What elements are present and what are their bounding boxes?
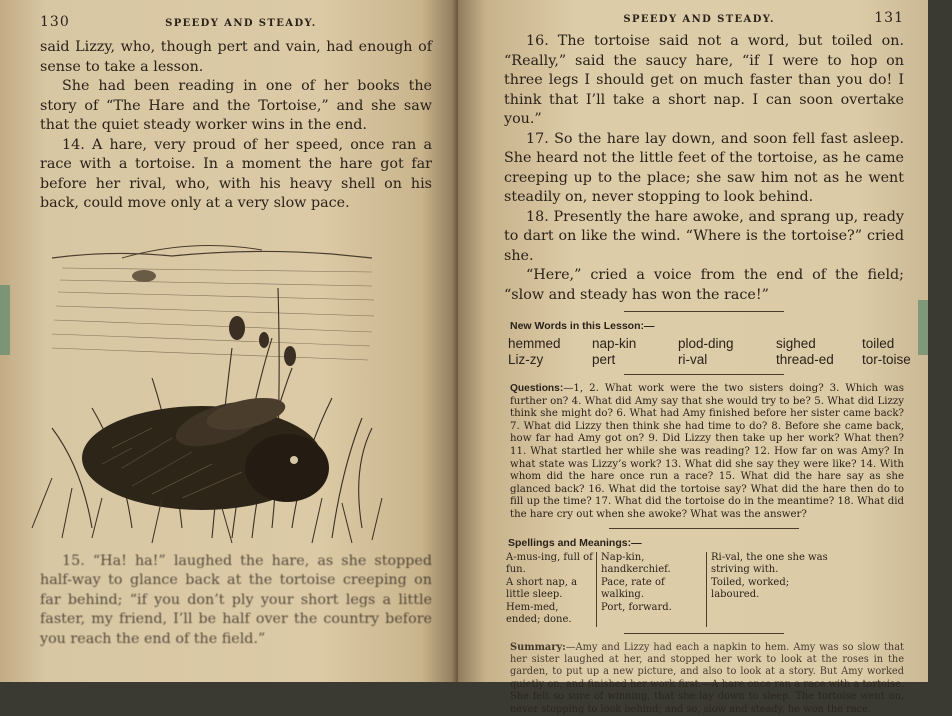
paragraph: 17. So the hare lay down, and soon fell fast asleep. She heard not the little feet of the tortoise, as he came creeping up to the place; she saw him not as he went steadily on, never stopping to look behind. <box>504 130 904 205</box>
spelling-entry: Toiled, worked; laboured. <box>711 576 790 601</box>
paragraph: 16. The tortoise said not a word, but toiled on. “Really,” said the saucy hare, “if I were to hop on three legs I should get on much faster than you do! I think that I’ll take a short nap. I can soon overtake you.” <box>504 33 904 127</box>
questions-text: —1, 2. What work were the two sisters doing? 3. Which was further on? 4. What did Amy say that she would try to be? 5. What did Lizzy think she might do? 6. What had Amy finished before her sister came back? 7. What did Lizzy then think she had time to do? 8. Before she came back, how far had Amy got on? 9. Did Lizzy then take up her work? What then? 11. What startled her while she was reading? 12. How far on was Amy? In what state was Lizzy’s work? 13. What did she say they were like? 14. With whom did the hare once run a race? 15. What did the hare say as she glanced back? 16. What did the tortoise say? What did the hare then do to fill up the time? 17. What did the tortoise do in the meantime? 18. What did the hare cry out when she awoke? What was the answer? <box>510 383 904 520</box>
spellings-column <box>596 552 706 627</box>
paragraph: 14. A hare, very proud of her speed, once ran a race with a tortoise. In a moment the hare got far before her rival, who, with his heavy shell on his back, could move only at a very slow pace. <box>40 136 432 211</box>
page-tab <box>0 285 10 355</box>
summary <box>510 642 904 716</box>
page-tab <box>918 300 928 355</box>
new-word: ri-val <box>678 352 708 367</box>
divider <box>624 633 784 634</box>
spellings-column <box>706 552 832 627</box>
spelling-entry: Nap-kin, handkerchief. <box>601 551 671 576</box>
summary-text: —Amy and Lizzy had each a napkin to hem. Amy was so slow that her sister laughed at her, and stopped her work to look at the roses in the garden, to put up a new picture, and also to look at a story. But Amy worked quietly on, and finished her work first.—A hare once ran a race with a tortoise. She felt so sure of winning, that she lay down to sleep. The tortoise went on, never stopping to look behind; and so, slow and steady, he won the race. <box>510 641 904 715</box>
spellings-table <box>506 552 904 627</box>
new-word: nap-kin <box>592 336 637 351</box>
questions <box>510 383 904 522</box>
new-word: Liz-zy <box>508 352 544 367</box>
new-words-heading: New Words in this Lesson:— <box>510 320 655 332</box>
paragraph: She had been reading in one of her books the story of “The Hare and the Tortoise,” and she saw that the quiet steady worker wins in the end. <box>40 78 432 133</box>
spellings-heading: Spellings and Meanings:— <box>508 536 642 549</box>
new-words-list <box>508 336 911 368</box>
new-word: sighed <box>776 336 816 351</box>
paragraph: said Lizzy, who, though pert and vain, had enough of sense to take a lesson. <box>40 39 432 75</box>
new-word: plod-ding <box>678 336 734 351</box>
divider <box>624 311 784 312</box>
running-title: SPEEDY AND STEADY. <box>165 18 317 29</box>
running-header <box>40 14 432 30</box>
running-title: SPEEDY AND STEADY. <box>623 14 775 25</box>
divider <box>624 374 784 375</box>
new-word: thread-ed <box>776 352 834 367</box>
spelling-entry: striving with. <box>711 564 779 576</box>
spelling-entry: Ri-val, the one she was <box>711 551 828 563</box>
running-header <box>504 10 904 26</box>
new-word: hemmed <box>508 336 561 351</box>
paragraph: 15. “Ha! ha!” laughed the hare, as she stopped half-way to glance back at the tortoise creeping on far behind; “if you don’t ply your short legs a little faster, my friend, I’ll be half over the country before you reach the end of the field.” <box>40 552 432 647</box>
spelling-entry: Port, forward. <box>601 601 672 613</box>
spelling-entry: Pace, rate of walking. <box>601 576 665 601</box>
paragraph: 18. Presently the hare awoke, and sprang up, ready to dart on like the wind. “Where is the tortoise?” cried she. <box>504 208 904 264</box>
hare-illustration <box>32 228 392 548</box>
new-word: tor-toise <box>862 352 911 367</box>
left-page <box>0 0 458 682</box>
page-number: 131 <box>874 10 904 26</box>
spelling-entry: Hem-med, ended; done. <box>506 601 572 626</box>
divider <box>609 528 799 529</box>
page-number: 130 <box>40 14 70 30</box>
paragraph: “Here,” cried a voice from the end of the field; “slow and steady has won the race!” <box>504 267 904 303</box>
spelling-entry: A short nap, a little sleep. <box>506 576 578 601</box>
right-page <box>458 0 928 715</box>
new-word: pert <box>592 352 616 367</box>
new-word: toiled <box>862 336 895 351</box>
questions-label: Questions: <box>510 383 564 394</box>
spelling-entry: A-mus-ing, full of fun. <box>506 551 593 576</box>
summary-label: Summary: <box>510 641 566 653</box>
spellings-column <box>506 552 596 627</box>
